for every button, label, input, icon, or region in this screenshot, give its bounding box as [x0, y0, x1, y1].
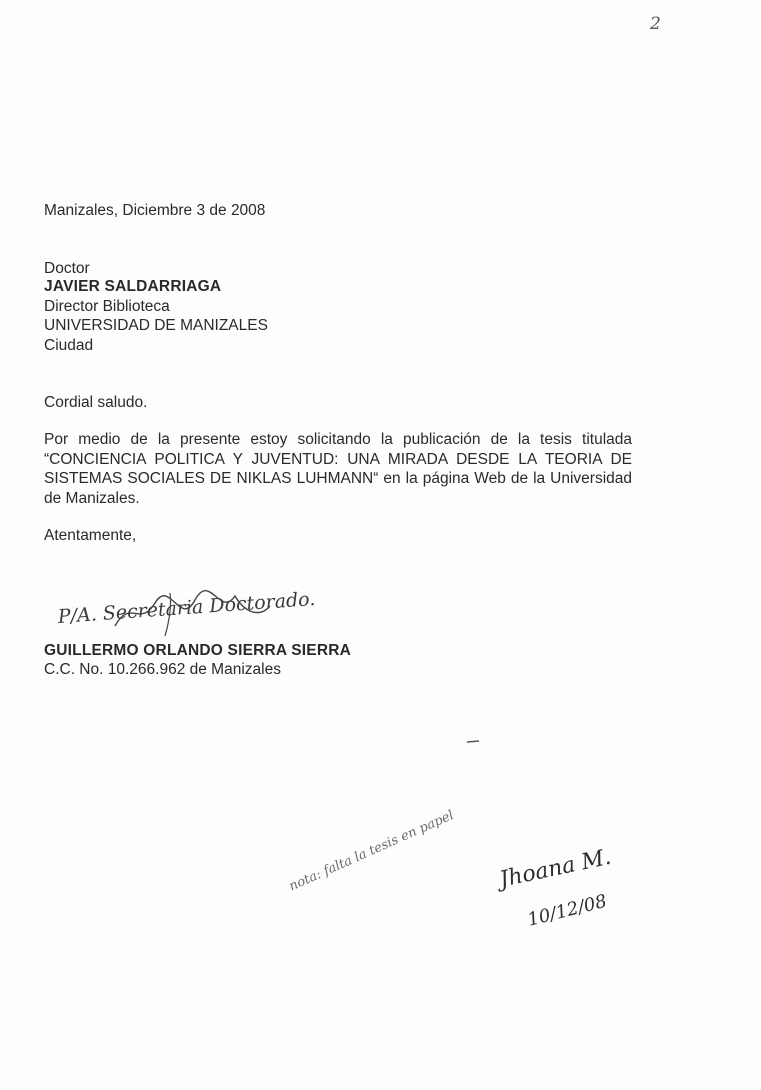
receiver-signature: Jhoana M.: [497, 844, 614, 893]
handwritten-signature-note: P/A. Secretaria Doctorado.: [57, 588, 316, 628]
body-paragraph: Por medio de la presente estoy solicitando la publicación de la tesis titulada “CONCIENCIA POLITICA Y JUVENTUD: UNA MIRADA DESDE LA TEORIA DE SISTEMAS SOCIALES DE NIKLAS LUHMANN“ en la página Web de la Universidad de Manizales.: [44, 431, 632, 507]
recipient-institution: UNIVERSIDAD DE MANIZALES: [44, 317, 268, 334]
margin-note: nota: falta la tesis en papel: [286, 808, 457, 895]
recipient-position: Director Biblioteca: [44, 298, 170, 315]
ink-mark: [467, 739, 479, 745]
received-date: 10/12/08: [525, 890, 609, 931]
recipient-name: JAVIER SALDARRIAGA: [44, 278, 222, 295]
greeting: Cordial saludo.: [44, 394, 148, 411]
closing: Atentamente,: [44, 527, 137, 544]
signature-scribble: [110, 588, 310, 638]
date-line: Manizales, Diciembre 3 de 2008: [44, 202, 266, 219]
page-number: 2: [650, 14, 661, 34]
signer-name: GUILLERMO ORLANDO SIERRA SIERRA: [44, 642, 352, 659]
signer-id: C.C. No. 10.266.962 de Manizales: [44, 661, 281, 678]
recipient-title: Doctor: [44, 260, 90, 277]
recipient-city: Ciudad: [44, 337, 94, 354]
